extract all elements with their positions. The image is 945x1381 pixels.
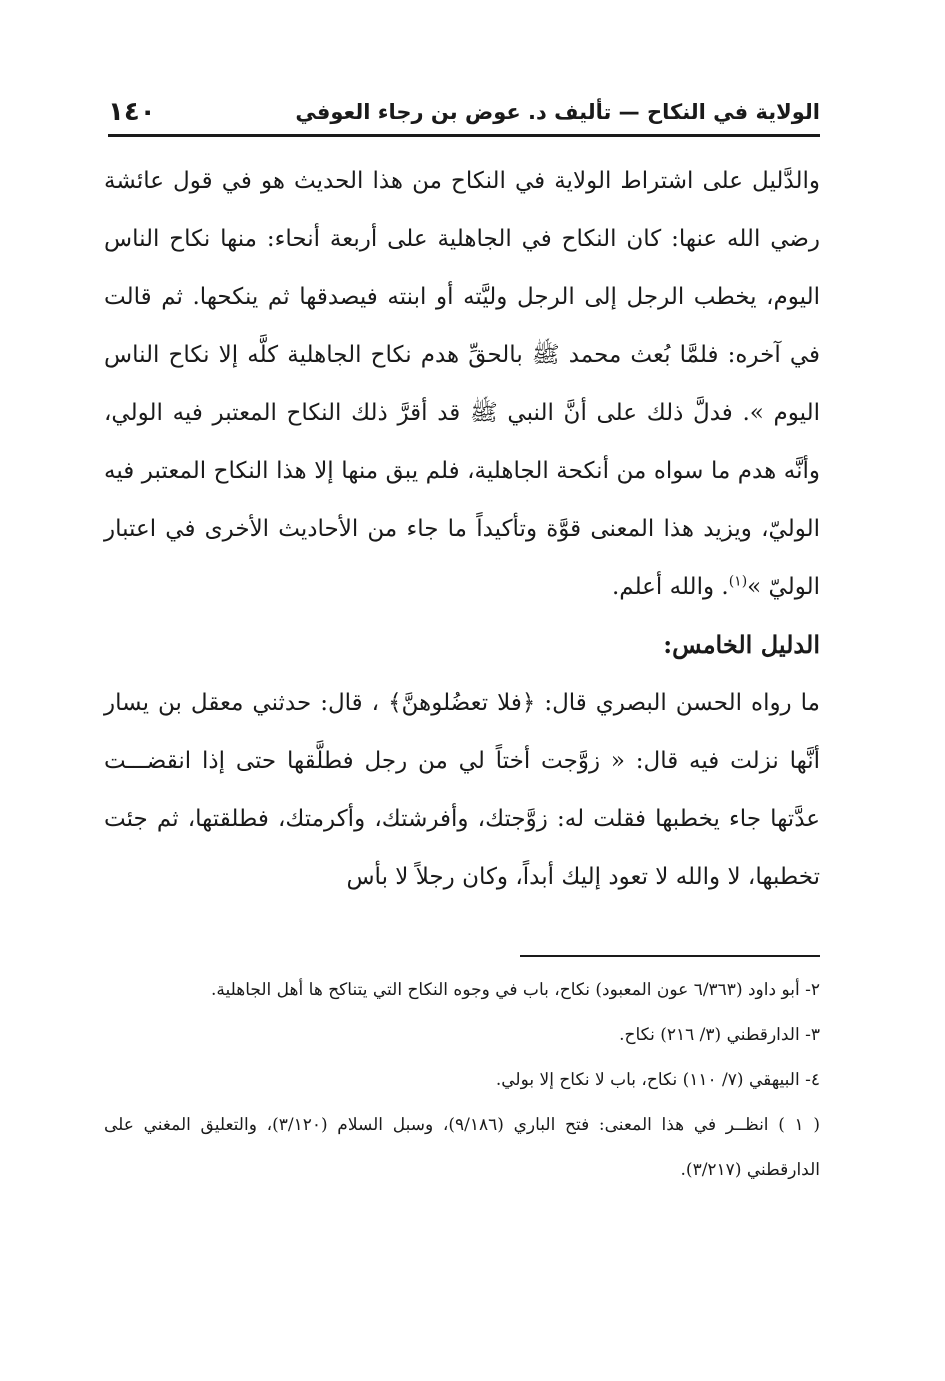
footnote: ٣- الدارقطني (٣/ ٢١٦) نكاح. <box>619 1025 820 1045</box>
section-heading: الدليل الخامس: <box>663 630 820 659</box>
footnote-reference: (١) <box>728 573 748 590</box>
footnote-separator <box>520 955 820 957</box>
header-rule <box>108 134 820 137</box>
paragraph-text: والدَّليل على اشتراط الولاية في النكاح من هذا الحديث هو في قول عائشة رضي الله عنها: كان النكاح في الجاهلية على أربعة أنحاء: منها نكاح الناس اليوم، يخطب الرجل إلى الرجل وليَّته أو ابنته فيصدقها ثم ينكحها. ثم قالت في آخره: فلمَّا بُعث محمد ﷺ بالحقِّ هدم نكاح الجاهلية كلَّه إلا نكاح الناس اليوم ». فدلَّ ذلك على أنَّ النبي ﷺ قد أقرَّ ذلك النكاح المعتبر فيه الولي، وأنَّه هدم ما سواه من أنكحة الجاهلية، فلم يبق منها إلا هذا النكاح المعتبر فيه الوليّ، ويزيد هذا المعنى قوَّة وتأكيداً ما جاء من الأحاديث الأخرى في اعتبار الوليّ » <box>104 168 821 600</box>
running-title: الولاية في النكاح — تأليف د. عوض بن رجاء العوفي <box>295 100 820 124</box>
footnote: ٤- البيهقي (٧/ ١١٠) نكاح، باب لا نكاح إلا بولي. <box>495 1070 820 1090</box>
page-number: ١٤٠ <box>108 97 156 127</box>
footnotes <box>104 968 820 1193</box>
paragraph <box>104 152 820 616</box>
page-header <box>108 97 820 135</box>
footnote: ( ١ ) انظــر في هذا المعنى: فتح الباري (٩/١٨٦)، وسبل السلام (٣/١٢٠)، والتعليق المغني على الدارقطني (٣/٢١٧). <box>104 1115 820 1180</box>
main-text <box>104 152 820 906</box>
paragraph: ما رواه الحسن البصري قال: ﴿فلا تعضُلوهنَّ﴾ ، قال: حدثني معقل بن يسار أنَّها نزلت فيه قال: « زوَّجت أختاً لي من رجل فطلَّقها حتى إذا انقضـــت عدَّتها جاء يخطبها فقلت له: زوَّجتك، وأفرشتك، وأكرمتك، فطلقتها، ثم جئت تخطبها، لا والله لا تعود إليك أبداً، وكان رجلاً لا بأس <box>104 690 820 890</box>
footnote: ٢- أبو داود (٦/٣٦٣ عون المعبود) نكاح، باب في وجوه النكاح التي يتناكح ها أهل الجاهلية. <box>210 980 820 1000</box>
paragraph-closing: . والله أعلم. <box>611 574 729 600</box>
